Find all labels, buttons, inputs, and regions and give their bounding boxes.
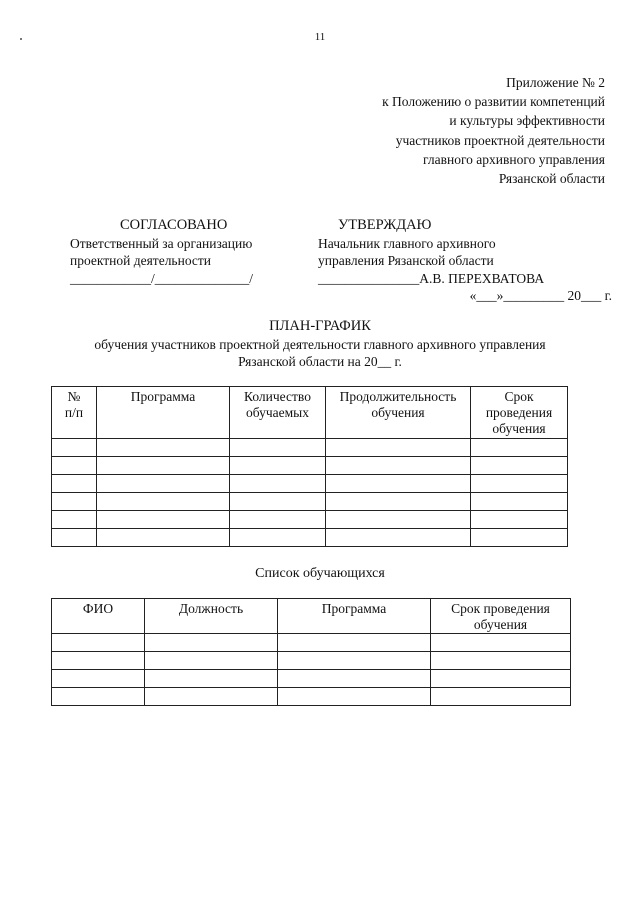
appendix-note (382, 73, 605, 188)
learners-table-cell[interactable] (145, 670, 278, 688)
plan-table-cell[interactable] (52, 475, 97, 493)
plan-title (0, 318, 640, 371)
plan-table-header-text: обучения (371, 405, 425, 420)
appendix-line: Рязанской области (498, 171, 605, 187)
plan-table-cell[interactable] (97, 529, 230, 547)
scan-speck (20, 38, 22, 40)
plan-table-header-text: обучаемых (246, 405, 309, 420)
plan-table-cell[interactable] (471, 511, 568, 529)
plan-table-cell[interactable] (471, 493, 568, 511)
plan-table-cell[interactable] (326, 529, 471, 547)
approved-signature-line: _______________А.В. ПЕРЕХВАТОВА (318, 270, 545, 286)
approved-position-line2: управления Рязанской области (318, 253, 494, 268)
learners-table-cell[interactable] (278, 670, 431, 688)
plan-table-header-text: Программа (130, 389, 196, 404)
plan-table-header-text: Количество (244, 389, 311, 404)
learners-table-header-cell (278, 599, 431, 634)
learners-table-cell[interactable] (52, 634, 145, 652)
plan-table-cell[interactable] (326, 493, 471, 511)
plan-table-cell[interactable] (230, 493, 326, 511)
plan-table-row (52, 457, 568, 475)
plan-table-header-text: Продолжительность (339, 389, 457, 404)
plan-table (51, 386, 568, 547)
plan-table-cell[interactable] (326, 439, 471, 457)
appendix-line: Приложение № 2 (506, 75, 605, 90)
learners-table-cell[interactable] (278, 688, 431, 706)
learners-table-cell[interactable] (52, 652, 145, 670)
learners-table-cell[interactable] (431, 634, 571, 652)
learners-table-cell[interactable] (431, 688, 571, 706)
learners-table-cell[interactable] (278, 652, 431, 670)
plan-table-header-cell (97, 387, 230, 439)
agreed-heading: СОГЛАСОВАНО (120, 217, 228, 233)
learners-table-header-text: Срок проведения (451, 601, 550, 616)
appendix-line: главного архивного управления (423, 151, 605, 167)
plan-table-header-text: проведения (485, 405, 553, 420)
learners-table-header-cell (52, 599, 145, 634)
learners-table-cell[interactable] (52, 688, 145, 706)
plan-table-header-text: обучения (492, 421, 546, 436)
plan-table-cell[interactable] (326, 511, 471, 529)
appendix-line: и культуры эффективности (449, 113, 605, 129)
plan-table-cell[interactable] (230, 439, 326, 457)
plan-table-cell[interactable] (230, 529, 326, 547)
learners-title: Список обучающихся (255, 566, 385, 581)
agreed-signature-line: ____________/______________/ (70, 270, 254, 286)
plan-table-header-cell (230, 387, 326, 439)
agreed-position-line1: Ответственный за организацию (70, 235, 253, 251)
plan-table-cell[interactable] (471, 529, 568, 547)
plan-table-cell[interactable] (97, 511, 230, 529)
learners-table-cell[interactable] (431, 652, 571, 670)
plan-table-cell[interactable] (326, 475, 471, 493)
plan-table-cell[interactable] (326, 457, 471, 475)
plan-table-cell[interactable] (97, 493, 230, 511)
plan-table-cell[interactable] (471, 475, 568, 493)
plan-table-cell[interactable] (471, 457, 568, 475)
plan-table-header-cell (326, 387, 471, 439)
plan-table-row (52, 475, 568, 493)
learners-table-row (52, 634, 571, 652)
plan-table-cell[interactable] (230, 511, 326, 529)
plan-table-row (52, 439, 568, 457)
plan-table-row (52, 493, 568, 511)
learners-table-cell[interactable] (145, 634, 278, 652)
learners-table (51, 598, 571, 706)
approved-block (318, 217, 618, 305)
learners-table-header-text: Программа (321, 601, 387, 616)
appendix-line: участников проектной деятельности (395, 132, 605, 148)
plan-table-row (52, 529, 568, 547)
agreed-block (70, 217, 305, 287)
learners-table-header-text: обучения (473, 617, 528, 632)
learners-table-cell[interactable] (52, 670, 145, 688)
learners-table-cell[interactable] (431, 670, 571, 688)
learners-table-row (52, 670, 571, 688)
plan-title-line3: Рязанской области на 20__ г. (238, 354, 402, 369)
agreed-position-line2: проектной деятельности (70, 253, 212, 268)
plan-table-cell[interactable] (230, 457, 326, 475)
learners-table-row (52, 652, 571, 670)
plan-table-cell[interactable] (97, 475, 230, 493)
learners-table-cell[interactable] (278, 634, 431, 652)
plan-table-cell[interactable] (52, 511, 97, 529)
plan-table-cell[interactable] (52, 439, 97, 457)
page-number: 11 (314, 31, 326, 43)
plan-table-header-cell (471, 387, 568, 439)
plan-table-header-text: п/п (64, 405, 84, 420)
plan-table-cell[interactable] (97, 457, 230, 475)
plan-table-cell[interactable] (52, 457, 97, 475)
learners-table-cell[interactable] (145, 688, 278, 706)
approved-position-line1: Начальник главного архивного (318, 235, 496, 251)
appendix-line: к Положению о развитии компетенций (382, 94, 605, 110)
learners-table-header (52, 599, 571, 634)
learners-table-cell[interactable] (145, 652, 278, 670)
plan-table-cell[interactable] (52, 529, 97, 547)
learners-table-header-text: ФИО (82, 601, 114, 616)
plan-table-header (52, 387, 568, 439)
plan-title-main: ПЛАН-ГРАФИК (269, 318, 371, 334)
learners-table-header-text: Должность (178, 601, 244, 616)
plan-table-cell[interactable] (52, 493, 97, 511)
learners-table-header-cell (145, 599, 278, 634)
approved-heading: УТВЕРЖДАЮ (338, 217, 432, 233)
learners-table-row (52, 688, 571, 706)
plan-table-cell[interactable] (230, 475, 326, 493)
plan-table-header-text: № (67, 389, 81, 404)
plan-table-row (52, 511, 568, 529)
learners-table-header-cell (431, 599, 571, 634)
plan-title-line2: обучения участников проектной деятельности главного архивного управления (94, 336, 546, 352)
approved-date-line: «___»_________ 20___ г. (469, 288, 612, 303)
plan-table-header-cell (52, 387, 97, 439)
plan-table-header-text: Срок (504, 389, 534, 404)
plan-table-cell[interactable] (97, 439, 230, 457)
plan-table-cell[interactable] (471, 439, 568, 457)
